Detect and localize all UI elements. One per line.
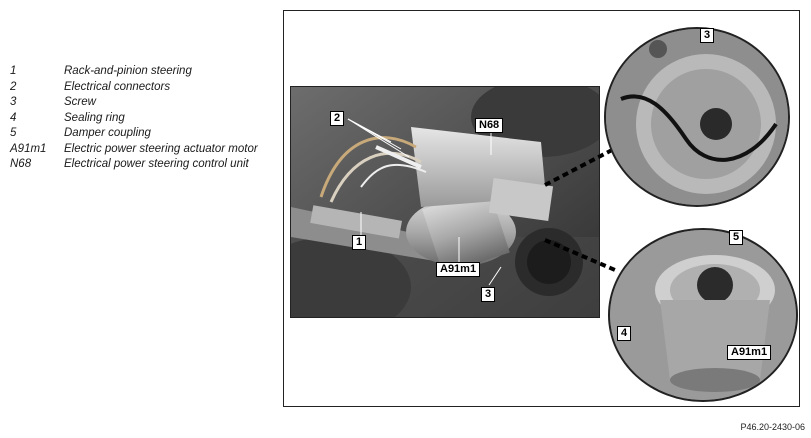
- callout-control-unit: N68: [475, 118, 503, 133]
- legend-desc: Damper coupling: [64, 127, 151, 139]
- figure-reference: P46.20-2430-06: [740, 422, 805, 432]
- zoom-detail-bottom: [608, 228, 798, 402]
- callout-actuator-motor-detail: A91m1: [727, 345, 771, 360]
- legend-key: A91m1: [10, 142, 47, 155]
- legend-key: 3: [10, 96, 17, 108]
- legend-desc: Rack-and-pinion steering: [64, 65, 192, 77]
- legend-desc: Electrical connectors: [64, 80, 171, 93]
- legend-key: 2: [10, 80, 17, 93]
- callout-rack-and-pinion: 1: [352, 235, 366, 250]
- legend-key: 4: [10, 111, 17, 124]
- callout-screw-detail: 3: [700, 28, 714, 43]
- legend-key: 5: [10, 127, 17, 139]
- callout-actuator-motor: A91m1: [436, 262, 480, 277]
- callout-sealing-ring: 4: [617, 326, 631, 341]
- callout-screw: 3: [481, 287, 495, 302]
- zoom-detail-top: [604, 27, 790, 207]
- zoom-top-illustration: [606, 29, 790, 207]
- callout-damper-coupling: 5: [729, 230, 743, 245]
- legend-desc: Electric power steering actuator motor: [64, 142, 258, 155]
- legend-desc: Electrical power steering control unit: [64, 158, 249, 170]
- callout-electrical-connectors: 2: [330, 111, 344, 126]
- zoom-bottom-illustration: [610, 230, 798, 402]
- legend-desc: Sealing ring: [64, 111, 125, 124]
- legend-desc: Screw: [64, 96, 96, 108]
- legend-key: 1: [10, 65, 17, 77]
- legend-key: N68: [10, 158, 32, 170]
